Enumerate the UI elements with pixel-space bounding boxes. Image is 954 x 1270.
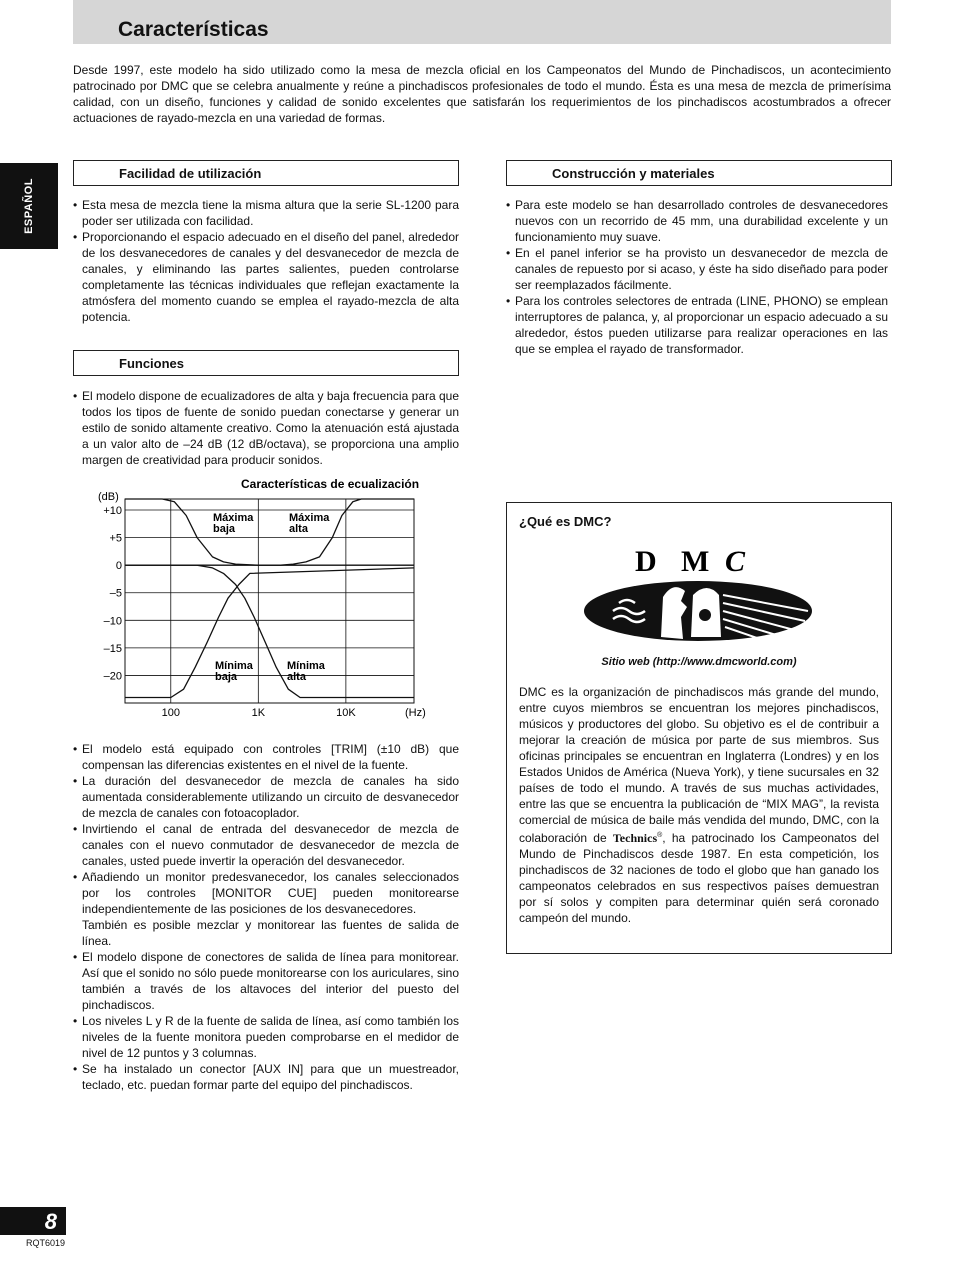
section-heading-label: Funciones (119, 356, 185, 371)
page-number-box (0, 1207, 66, 1235)
y-tick-label: –15 (103, 642, 122, 655)
annotation-line1: Mínima (215, 660, 253, 672)
series-line (125, 499, 414, 565)
list-item: • El modelo dispone de conectores de salida de línea para monitorear. Así que el sonido no sólo puede monitorearse con los auriculares, sino también a través de los altavoces del interior del puesto del pinchadiscos. (73, 949, 459, 1013)
list-item: • Para este modelo se han desarrollado controles de desvanecedores nuevos con un recorrido de 45 mm, una durabilidad excelente y un funcionamiento muy suave. (506, 197, 888, 245)
series-line (125, 499, 414, 565)
dmc-body-after: , ha patrocinado los Campeonatos del Mundo de Pinchadiscos desde 1987. En esta competición, los pinchadiscos de 32 naciones de todo el globo que han ganado los campeonatos celebrados en sus respectivos países demuestran por sí solos y compiten para determinar quién será coronado campeón del mundo. (519, 831, 879, 925)
y-tick-label: +5 (109, 532, 122, 545)
annotation-line1: Mínima (287, 660, 325, 672)
annotation-line2: alta (289, 523, 308, 535)
language-tab (0, 163, 58, 249)
series-line (125, 565, 414, 697)
intro-paragraph: Desde 1997, este modelo ha sido utilizado como la mesa de mezcla oficial en los Campeonatos del Mundo de Pinchadiscos, un acontecimiento patrocinado por DMC que se celebra anualmente y reúne a pinchadiscos profesionales de todo el mundo. Ésta es una mesa de mezcla de primerísima calidad, con un diseño, funciones y calidad de sonido excelentes que satisfarán los requerimientos de los pinchadiscos acostumbrados a ofrecer actuaciones de rayado-mezcla en una variedad de formas. (73, 63, 891, 125)
list-item: • Los niveles L y R de la fuente de salida de línea, así como también los niveles de la fuente monitora pueden comprobarse en el medidor de nivel de 12 puntos y 3 columnas. (73, 1013, 459, 1061)
y-tick-label: –5 (109, 587, 122, 600)
section-heading-label: Facilidad de utilización (119, 166, 262, 181)
y-tick-label: 0 (115, 560, 122, 573)
facilidad-list (73, 197, 459, 325)
dmc-body-text (519, 684, 879, 926)
list-item: • En el panel inferior se ha provisto un desvanecedor de mezcla de canales de repuesto por si acaso, y éste ha sido diseñado para poder ser reemplazados fácilmente. (506, 245, 888, 293)
chart-series (125, 499, 414, 698)
y-tick-label: –10 (103, 615, 122, 628)
annotation-line1: Máxima (213, 512, 254, 524)
list-item: • El modelo dispone de ecualizadores de alta y baja frecuencia para que todos los tipos de fuente de sonido puedan conectarse y generar un estilo de sonido altamente creativo. Como la atenuación está ajustada a un valor alto de –24 dB (12 dB/octava), se proporciona una amplio margen de creatividad para producir sonidos. (73, 388, 459, 468)
chart-grid (125, 499, 414, 703)
eq-chart-svg (73, 470, 459, 725)
list-item-extra: También es posible mezclar y monitorear las fuentes de salida de línea. (82, 918, 459, 948)
section-heading-funciones (73, 350, 459, 376)
x-tick-label: 100 (161, 707, 180, 719)
x-tick-label: 1K (251, 707, 266, 719)
page-number: 8 (44, 1209, 57, 1234)
dmc-website: Sitio web (http://www.dmcworld.com) (601, 656, 797, 668)
list-item: • Invirtiendo el canal de entrada del desvanecedor de mezcla de canales con el nuevo conmutador de desvanecedor de mezcla de canales, usted puede invertir la operación del desvanecedor. (73, 821, 459, 869)
technics-brand: Technics (612, 831, 658, 845)
page-title: Características (118, 18, 269, 41)
dmc-logo-earcup (699, 609, 711, 621)
dmc-logo-letter-d: D (635, 545, 657, 578)
dmc-logo (583, 539, 819, 645)
eq-chart (73, 470, 459, 725)
list-item: • Para los controles selectores de entrada (LINE, PHONO) se emplean interruptores de palanca, y, al proporcionar un espacio adecuado a su alrededor, éstos pueden utilizarse para realizar operaciones en las que se emplea el rayado de transformador. (506, 293, 888, 357)
funciones-list-bottom (73, 741, 459, 1093)
brand-registered-mark: ® (657, 832, 663, 839)
list-item (73, 869, 459, 949)
construccion-list (506, 197, 888, 357)
dmc-logo-letter-c: C (725, 545, 746, 578)
chart-title: Características de ecualización (241, 477, 420, 491)
dmc-question: ¿Qué es DMC? (519, 514, 612, 529)
list-item: • Proporcionando el espacio adecuado en el diseño del panel, alrededor de los desvanecedores de canales y del desvanecedor de mezcla de canales, y eliminando las partes salientes, pueden controlarse completamente las técnicas individuales que reflejan exactamente la atmósfera del momento cuando se emplea el rayado-mezcla de alta potencia. (73, 229, 459, 325)
document-code: RQT6019 (26, 1238, 66, 1248)
y-axis-label: (dB) (98, 491, 119, 503)
list-item: • Esta mesa de mezcla tiene la misma altura que la serie SL-1200 para poder ser utilizada con facilidad. (73, 197, 459, 229)
funciones-list-top (73, 388, 459, 468)
y-tick-labels (103, 505, 122, 682)
section-heading-label: Construcción y materiales (552, 166, 715, 181)
annotation-line2: baja (215, 671, 238, 683)
list-item-text: Añadiendo un monitor predesvanecedor, los canales seleccionados por los controles [MONITOR CUE] pueden monitorearse independientemente de las posiciones de los desvanecedores. (82, 870, 459, 916)
x-tick-label: 10K (336, 707, 356, 719)
x-axis-label: (Hz) (405, 707, 426, 719)
dmc-info-box (506, 502, 892, 954)
x-tick-labels (162, 707, 357, 719)
y-tick-label: +10 (103, 505, 122, 518)
dmc-logo-letter-m: M (681, 545, 710, 578)
section-heading-construccion (506, 160, 892, 186)
annotation-line2: alta (287, 671, 306, 683)
series-line (125, 568, 414, 698)
list-item: • La duración del desvanecedor de mezcla de canales ha sido aumentada considerablemente utilizando un circuito de desvanecedor de mezcla de canales con fotoacoplador. (73, 773, 459, 821)
plot-frame (125, 499, 414, 703)
section-heading-facilidad (73, 160, 459, 186)
list-item: • El modelo está equipado con controles [TRIM] (±10 dB) que compensan las diferencias existentes en el nivel de la fuente. (73, 741, 459, 773)
list-item: • Se ha instalado un conector [AUX IN] para que un muestreador, teclado, etc. puedan formar parte del equipo del pinchadiscos. (73, 1061, 459, 1093)
annotation-line2: baja (213, 523, 236, 535)
page-header (73, 0, 891, 44)
annotation-line1: Máxima (289, 512, 330, 524)
dmc-body-before: DMC es la organización de pinchadiscos más grande del mundo, entre cuyos miembros se encuentran los mejores pinchadiscos, músicos y productores del globo. Su objetivo es el de contribuir a mejorar la creación de música por parte de sus miembros. Sus oficinas principales se encuentran en Inglaterra (Londres) y en los Estados Unidos de América (Nueva York), y tiene sucursales en 32 países de todo el mundo. A través de sus muchas actividades, entre las que se encuentra la publicación de “MIX MAG”, la revista comercial de música de baile más vendida del mundo, DMC, con la colaboración de (519, 685, 879, 845)
language-tab-label: ESPAÑOL (23, 178, 35, 234)
y-tick-label: –20 (103, 670, 122, 683)
